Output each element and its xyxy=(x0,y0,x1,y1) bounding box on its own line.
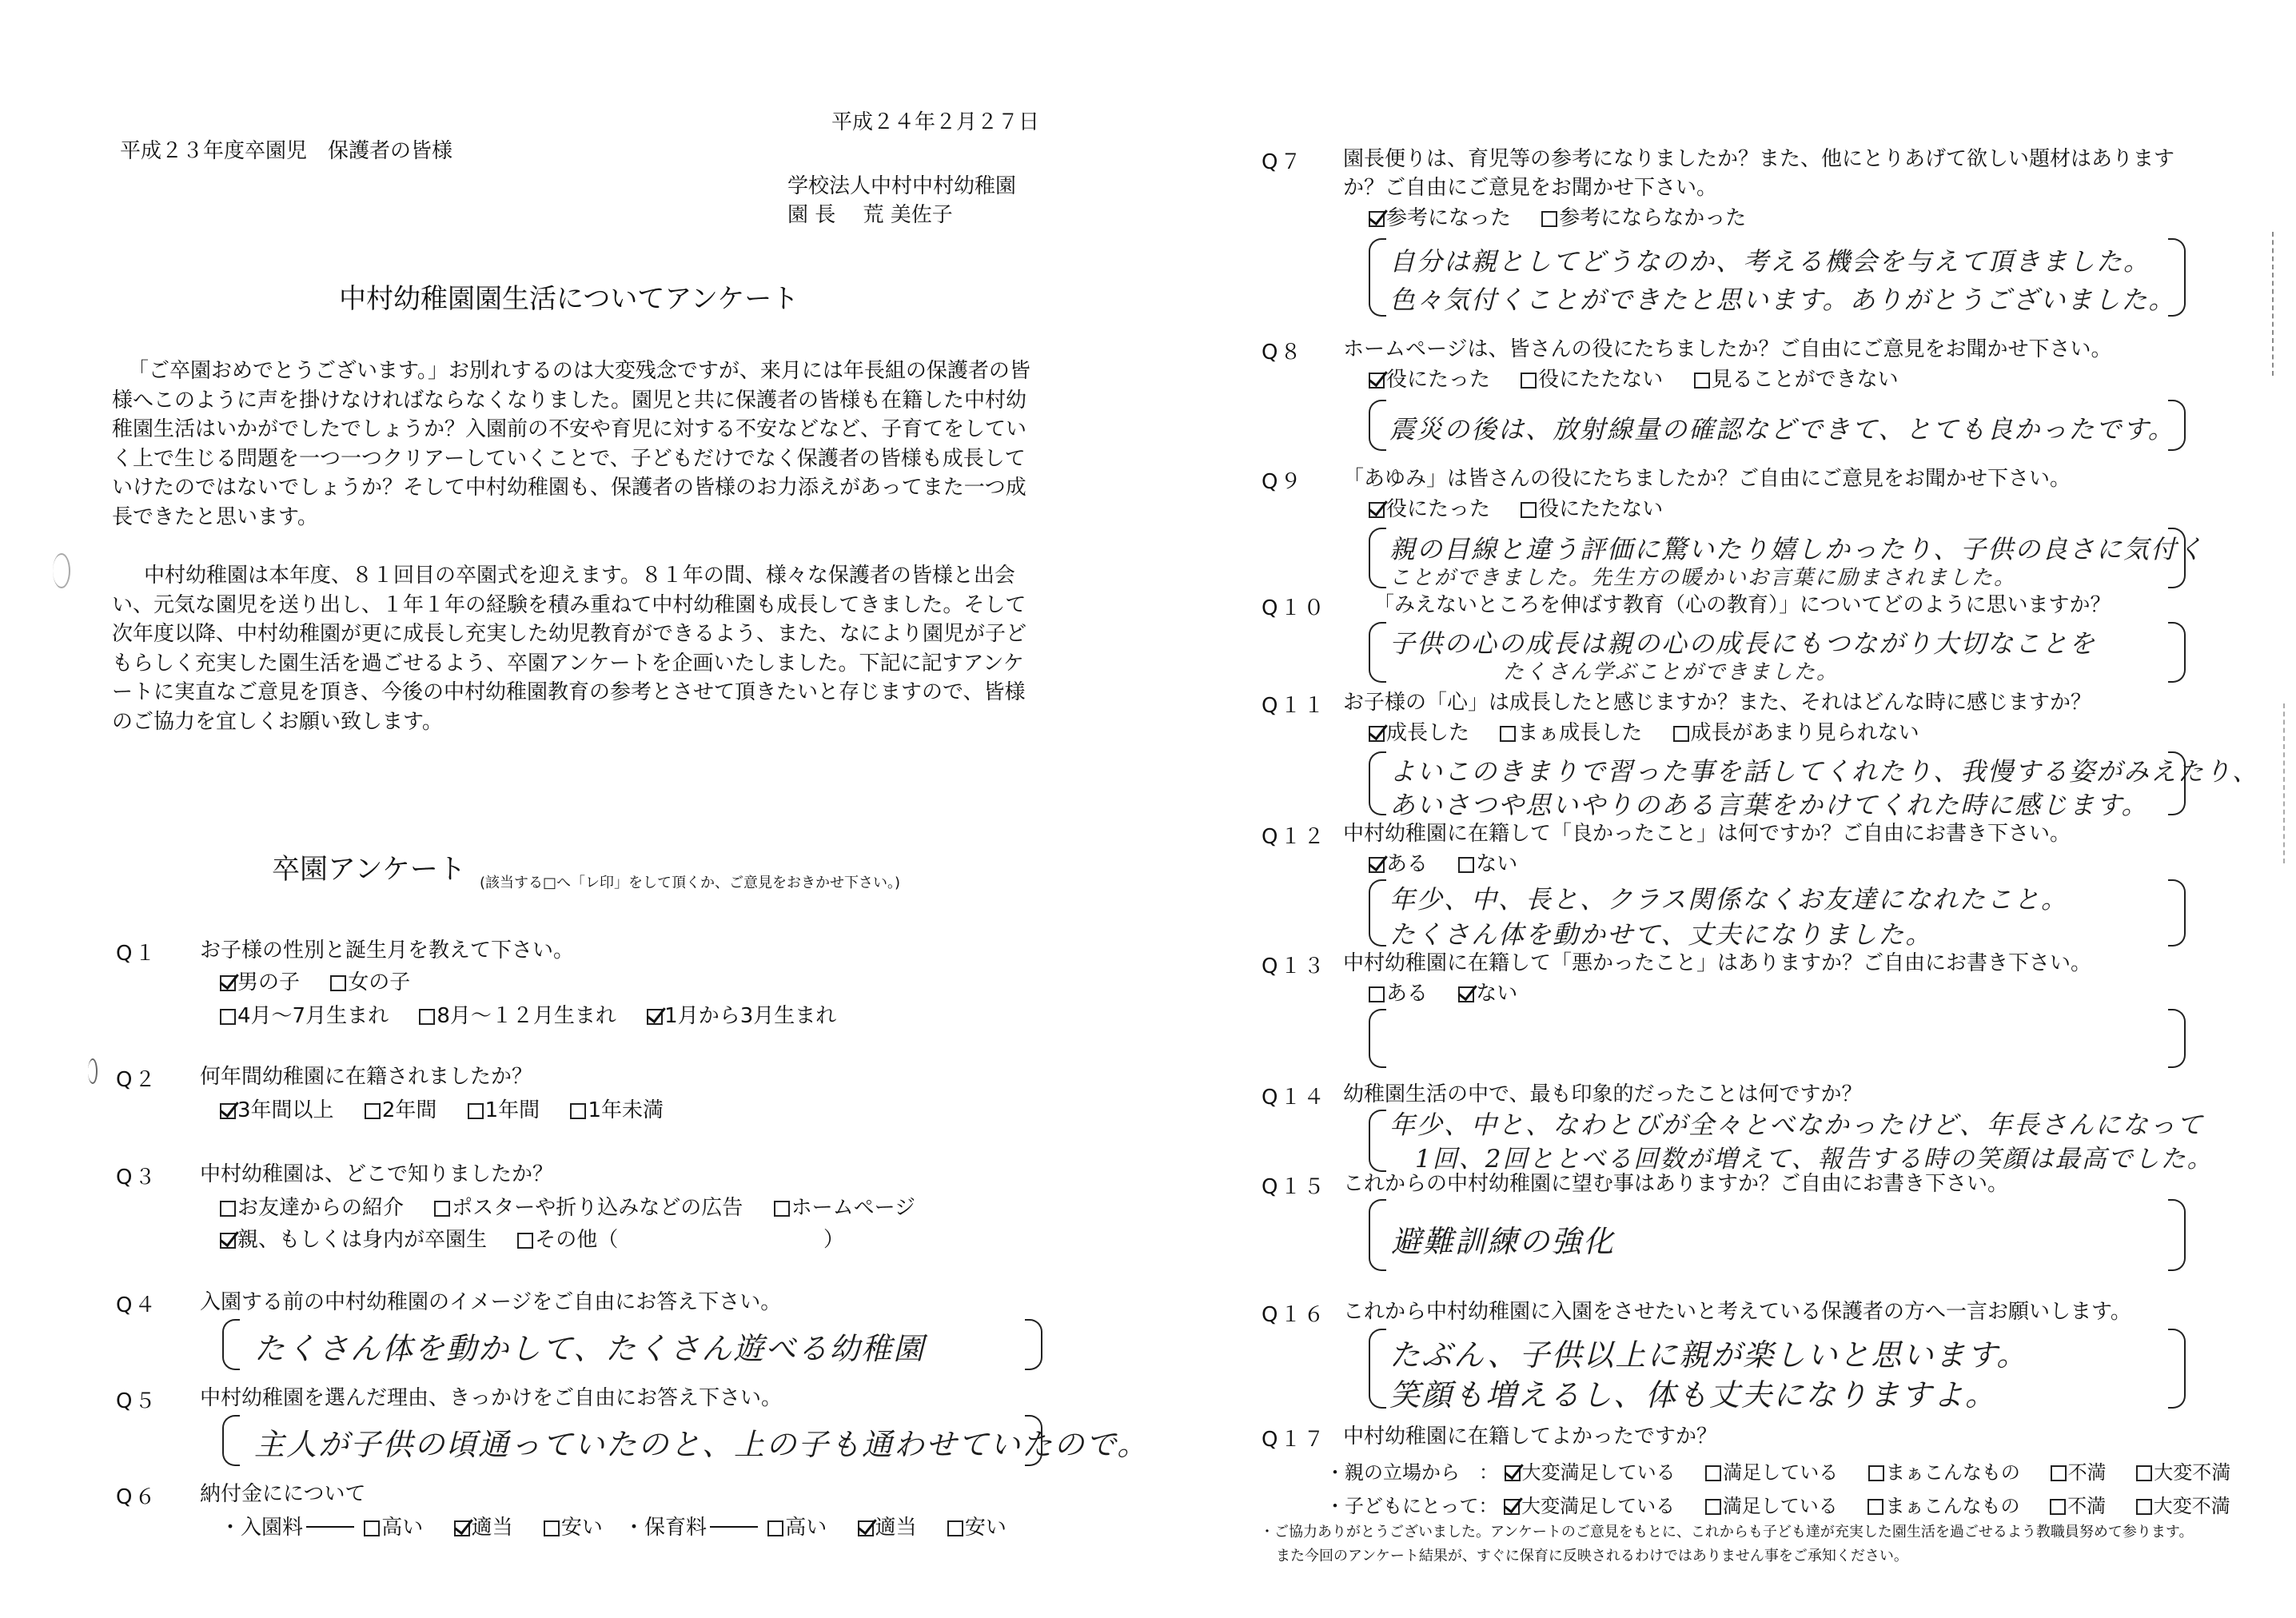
option-label: 8月～１２月生まれ xyxy=(436,1004,616,1028)
q2-text: 何年間幼稚園に在籍されましたか？ xyxy=(200,1065,533,1089)
checkbox-so-so[interactable] xyxy=(1867,1499,1883,1515)
q4-number: Q４ xyxy=(116,1293,158,1317)
q16-text: これから中村幼稚園に入園をさせたいと考えている保護者の方へ一言お願いします。 xyxy=(1343,1300,2131,1324)
q12-options xyxy=(1369,851,1517,878)
q6-entrance-fee xyxy=(220,1514,603,1541)
option-label: 役にたたない xyxy=(1538,497,1664,521)
q13-answer-bracket-left xyxy=(1369,1009,1386,1068)
checkbox-dissatisfied[interactable] xyxy=(2051,1465,2067,1481)
checkbox-not-helpful[interactable] xyxy=(1541,211,1557,227)
option-label: 参考になった xyxy=(1386,206,1512,230)
survey-note: (該当する□へ「レ印」をして頂くか、ご意見をおきかせ下さい。) xyxy=(480,875,901,891)
checkbox-friend[interactable] xyxy=(220,1201,236,1217)
q5-answer[interactable]: 主人が子供の頃通っていたのと、上の子も通わせていたので。 xyxy=(254,1427,1150,1462)
checkbox-so-so[interactable] xyxy=(1868,1465,1884,1481)
q12-answer-line1[interactable]: 年少、中、長と、クラス関係なくお友達になれたこと。 xyxy=(1389,884,2069,915)
option-label: 成長があまり見られない xyxy=(1690,721,1919,745)
q14-answer-line2[interactable]: 1回、2回ととべる回数が増えて、報告する時の笑顔は最高でした。 xyxy=(1415,1145,2214,1174)
option-label: 大変満足している xyxy=(1521,1495,1676,1517)
option-label: 3年間以上 xyxy=(237,1098,334,1122)
q17-text: 中村幼稚園に在籍してよかったですか？ xyxy=(1343,1425,1718,1449)
q8-options xyxy=(1369,366,1899,393)
option-label: 高い xyxy=(381,1516,424,1540)
scan-mark xyxy=(2283,703,2288,863)
q10-answer-bracket-left xyxy=(1369,622,1386,683)
q12-answer-bracket-right xyxy=(2168,879,2186,946)
q15-answer-bracket-left xyxy=(1369,1199,1386,1271)
principal-name: 園 長 荒 美佐子 xyxy=(787,203,953,227)
checkbox-poster[interactable] xyxy=(434,1201,450,1217)
q11-answer-line2[interactable]: あいさつや思いやりのある言葉をかけてくれた時に感じます。 xyxy=(1389,790,2149,820)
checkbox-no[interactable] xyxy=(1458,857,1474,873)
intro-paragraph-1: 「ご卒園おめでとうございます。」お別れするのは大変残念ですが、来月には年長組の保護者の皆様へこのように声を掛けなければならなくなりました。園児と共に保護者の皆様も在籍した中村幼稚園生活はいかがでしたでしょうか？入園前の不安や育児に対する不安などなど、子育てをしていく上で生じる問題を一つ一つクリアーしていくことで、子どもだけでなく保護者の皆様も成長していけたのではないでしょうか？そして中村幼稚園も、保護者の皆様のお力添えがあってまた一つ成長できたと思います。 xyxy=(112,359,1030,529)
q14-number: Q１４ xyxy=(1262,1086,1327,1110)
addressee: 平成２３年度卒園児 保護者の皆様 xyxy=(120,139,453,163)
option-label: 適当 xyxy=(471,1516,513,1540)
checkbox-1year[interactable] xyxy=(468,1103,484,1119)
q11-answer-bracket-left xyxy=(1369,751,1386,815)
checkbox-girl[interactable] xyxy=(330,975,346,991)
q13-number: Q１３ xyxy=(1262,954,1327,978)
checkbox-satisfied[interactable] xyxy=(1705,1499,1721,1515)
school-name: 学校法人中村中村幼稚園 xyxy=(787,174,1017,198)
option-label: 成長した xyxy=(1386,721,1470,745)
option-label: ない xyxy=(1476,852,1518,876)
checkbox-no[interactable] xyxy=(1458,986,1474,1002)
q8-answer-bracket-left xyxy=(1369,400,1386,451)
option-label: 2年間 xyxy=(381,1098,437,1122)
checkbox-homepage[interactable] xyxy=(774,1201,790,1217)
q7-answer-line1[interactable]: 自分は親としてどうなのか、考える機会を与えて頂きました。 xyxy=(1389,246,2151,277)
checkbox-jan-mar[interactable] xyxy=(647,1009,663,1025)
checkbox-under1year[interactable] xyxy=(570,1103,586,1119)
checkbox-satisfied[interactable] xyxy=(1705,1465,1721,1481)
checkbox-very-dissatisfied[interactable] xyxy=(2136,1465,2152,1481)
q7-number: Q７ xyxy=(1262,150,1304,174)
option-label: 見ることができない xyxy=(1711,368,1899,392)
option-label: 大変満足している xyxy=(1521,1461,1676,1484)
q9-answer-line2[interactable]: ことができました。先生方の暖かいお言葉に励まされました。 xyxy=(1389,566,2017,590)
q10-number: Q１０ xyxy=(1262,596,1327,620)
checkbox-very-satisfied[interactable] xyxy=(1504,1499,1520,1515)
q6-number: Q６ xyxy=(116,1485,158,1509)
option-label: ある xyxy=(1386,982,1429,1006)
date: 平成２４年２月２７日 xyxy=(831,110,1040,134)
q15-number: Q１５ xyxy=(1262,1175,1327,1199)
option-label: その他（ xyxy=(535,1228,619,1252)
q4-answer-bracket-left xyxy=(222,1319,240,1370)
q12-answer-line2[interactable]: たくさん体を動かせて、丈夫になりました。 xyxy=(1389,919,1933,950)
q12-answer-bracket-left xyxy=(1369,879,1386,946)
q14-answer-bracket-left xyxy=(1369,1110,1386,1172)
q4-answer[interactable]: たくさん体を動かして、たくさん遊べる幼稚園 xyxy=(254,1331,926,1366)
checkbox-grew-somewhat[interactable] xyxy=(1500,726,1516,742)
q4-answer-bracket-right xyxy=(1025,1319,1042,1370)
q10-answer-bracket-right xyxy=(2168,622,2186,683)
option-label: ホームページ xyxy=(791,1196,916,1220)
option-label: 大変不満 xyxy=(2153,1495,2230,1517)
option-label: ある xyxy=(1386,852,1429,876)
option-label: 安い xyxy=(964,1516,1006,1540)
checkbox-yes[interactable] xyxy=(1369,857,1385,873)
checkbox-useful[interactable] xyxy=(1369,373,1385,389)
checkbox-low[interactable] xyxy=(544,1520,560,1536)
page-title: 中村幼稚園園生活についてアンケート xyxy=(339,283,799,315)
survey-heading: 卒園アンケート xyxy=(272,854,466,886)
q13-answer[interactable] xyxy=(1391,1015,2158,1063)
q7-answer-line2[interactable]: 色々気付くことができたと思います。ありがとうございました。 xyxy=(1389,285,2176,315)
q10-text: 「みえないところを伸ばす教育（心の教育）」についてどのように思いますか？ xyxy=(1373,593,2111,617)
q17-number: Q１７ xyxy=(1262,1428,1327,1452)
q9-answer-bracket-left xyxy=(1369,528,1386,588)
dash-line xyxy=(710,1526,758,1528)
option-label: 親、もしくは身内が卒園生 xyxy=(237,1228,488,1252)
fee-label: ・入園料 xyxy=(220,1516,304,1540)
option-label: 男の子 xyxy=(237,970,301,994)
q14-text: 幼稚園生活の中で、最も印象的だったことは何ですか？ xyxy=(1343,1082,1863,1106)
q4-text: 入園する前の中村幼稚園のイメージをご自由にお答え下さい。 xyxy=(200,1290,782,1314)
q15-answer[interactable]: 避難訓練の強化 xyxy=(1391,1224,1616,1259)
q11-text: お子様の「心」は成長したと感じますか？また、それはどんな時に感じますか？ xyxy=(1343,691,2092,715)
option-label: まぁこんなもの xyxy=(1885,1495,2020,1517)
q10-answer-line1[interactable]: 子供の心の成長は親の心の成長にもつながり大切なことを xyxy=(1389,628,2097,659)
footer-line-1: ・ご協力ありがとうございました。アンケートのご意見をもとに、これからも子ども達が充実した園生活を過ごせるよう教職員努めて参ります。 xyxy=(1260,1524,2194,1540)
q10-answer-line2[interactable]: たくさん学ぶことができました。 xyxy=(1503,660,1840,684)
q11-number: Q１１ xyxy=(1262,694,1327,718)
q6-text: 納付金にについて xyxy=(200,1482,366,1506)
q9-text: 「あゆみ」は皆さんの役にたちましたか？ご自由にご意見をお聞かせ下さい。 xyxy=(1343,467,2071,491)
checkbox-fair[interactable] xyxy=(858,1520,874,1536)
q3-other-close: ） xyxy=(823,1228,845,1252)
option-label: 大変不満 xyxy=(2154,1461,2231,1484)
q11-answer-line1[interactable]: よいこのきまりで習った事を話してくれたり、我慢する姿がみえたり、 xyxy=(1389,756,2260,787)
option-label: 高い xyxy=(785,1516,827,1540)
q14-answer-line1[interactable]: 年少、中と、なわとびが全々とべなかったけど、年長さんになって xyxy=(1389,1110,2204,1140)
q7-text-line1: 園長便りは、育児等の参考になりましたか？また、他にとりあげて欲しい題材はあります xyxy=(1343,147,2175,171)
option-label: 参考にならなかった xyxy=(1559,206,1747,230)
checkbox-cannot-view[interactable] xyxy=(1694,373,1710,389)
footer-line-2: また今回のアンケート結果が、すぐに保育に反映されるわけではありません事をご承知ください。 xyxy=(1276,1548,1908,1564)
option-label: まぁ成長した xyxy=(1517,721,1643,745)
q1-month-options xyxy=(220,1002,836,1030)
option-label: 適当 xyxy=(875,1516,917,1540)
q9-answer-line1[interactable]: 親の目線と違う評価に驚いたり嬉しかったり、子供の良さに気付く xyxy=(1389,534,2206,564)
q5-number: Q５ xyxy=(116,1389,158,1413)
row-label: ・子どもにとって： xyxy=(1325,1495,1498,1517)
q15-answer-bracket-right xyxy=(2168,1199,2186,1271)
checkbox-dissatisfied[interactable] xyxy=(2050,1499,2066,1515)
option-label: ない xyxy=(1476,982,1518,1006)
checkbox-aug-dec[interactable] xyxy=(419,1009,435,1025)
q16-answer-bracket-left xyxy=(1369,1329,1386,1409)
checkbox-fair[interactable] xyxy=(454,1520,470,1536)
scan-mark xyxy=(88,1058,98,1084)
q1-number: Q１ xyxy=(116,942,158,966)
checkbox-high[interactable] xyxy=(364,1520,380,1536)
q9-options xyxy=(1369,496,1663,523)
checkbox-boy[interactable] xyxy=(220,975,236,991)
q11-options xyxy=(1369,719,1919,747)
q16-answer-line1[interactable]: たぶん、子供以上に親が楽しいと思います。 xyxy=(1389,1337,2029,1373)
q16-number: Q１６ xyxy=(1262,1303,1327,1327)
option-label: 1年未満 xyxy=(588,1098,664,1122)
option-label: まぁこんなもの xyxy=(1885,1461,2020,1484)
q12-text: 中村幼稚園に在籍して「良かったこと」は何ですか？ご自由にお書き下さい。 xyxy=(1343,822,2071,846)
option-label: 不満 xyxy=(2067,1461,2107,1484)
q8-answer[interactable]: 震災の後は、放射線量の確認などできて、とても良かったです。 xyxy=(1389,414,2175,444)
checkbox-high[interactable] xyxy=(767,1520,783,1536)
option-label: 役にたたない xyxy=(1538,368,1664,392)
q1-gender-options xyxy=(220,969,410,996)
q5-answer-bracket-left xyxy=(222,1415,240,1466)
checkbox-helpful[interactable] xyxy=(1369,211,1385,227)
row-label: ・親の立場から ： xyxy=(1325,1461,1498,1484)
q9-number: Q９ xyxy=(1262,470,1304,494)
option-label: 満足している xyxy=(1722,1495,1838,1517)
dash-line xyxy=(306,1526,354,1528)
scan-mark xyxy=(2272,232,2277,376)
q2-options xyxy=(220,1097,664,1124)
option-label: お友達からの紹介 xyxy=(237,1196,405,1220)
checkbox-2years[interactable] xyxy=(365,1103,381,1119)
checkbox-not-useful[interactable] xyxy=(1521,502,1537,518)
q15-text: これからの中村幼稚園に望む事はありますか？ご自由にお書き下さい。 xyxy=(1343,1172,2009,1196)
option-label: 安い xyxy=(560,1516,603,1540)
q8-number: Q８ xyxy=(1262,341,1304,365)
q5-text: 中村幼稚園を選んだ理由、きっかけをご自由にお答え下さい。 xyxy=(200,1386,783,1410)
option-label: 女の子 xyxy=(348,970,411,994)
q6-tuition-fee xyxy=(624,1514,1006,1541)
q13-answer-bracket-right xyxy=(2168,1009,2186,1068)
checkbox-grew[interactable] xyxy=(1369,726,1385,742)
checkbox-not-useful[interactable] xyxy=(1521,373,1537,389)
q3-text: 中村幼稚園は、どこで知りましたか？ xyxy=(200,1162,554,1186)
checkbox-low[interactable] xyxy=(947,1520,963,1536)
checkbox-yes[interactable] xyxy=(1369,986,1385,1002)
checkbox-3years[interactable] xyxy=(220,1103,236,1119)
checkbox-apr-jul[interactable] xyxy=(220,1009,236,1025)
checkbox-other[interactable] xyxy=(517,1233,533,1249)
option-label: 4月～7月生まれ xyxy=(237,1004,389,1028)
q3-number: Q３ xyxy=(116,1166,158,1190)
option-label: 1月から3月生まれ xyxy=(664,1004,837,1028)
q2-number: Q２ xyxy=(116,1068,158,1092)
scan-mark xyxy=(53,553,70,588)
checkbox-very-satisfied[interactable] xyxy=(1505,1465,1521,1481)
q16-answer-line2[interactable]: 笑顔も増えるし、体も丈夫になりますよ。 xyxy=(1389,1377,1998,1413)
q1-text: お子様の性別と誕生月を教えて下さい。 xyxy=(200,939,575,962)
checkbox-very-dissatisfied[interactable] xyxy=(2136,1499,2152,1515)
option-label: 不満 xyxy=(2067,1495,2107,1517)
q16-answer-bracket-right xyxy=(2168,1329,2186,1409)
q13-text: 中村幼稚園に在籍して「悪かったこと」はありますか？ご自由にお書き下さい。 xyxy=(1343,951,2092,975)
q7-answer-bracket-left xyxy=(1369,238,1386,317)
q13-options xyxy=(1369,980,1517,1007)
checkbox-alumni[interactable] xyxy=(220,1233,236,1249)
checkbox-no-growth[interactable] xyxy=(1673,726,1689,742)
q8-text: ホームページは、皆さんの役にたちましたか？ご自由にご意見をお聞かせ下さい。 xyxy=(1343,337,2112,361)
checkbox-useful[interactable] xyxy=(1369,502,1385,518)
q3-options-row2 xyxy=(220,1226,618,1253)
option-label: 役にたった xyxy=(1386,368,1491,392)
option-label: 役にたった xyxy=(1386,497,1491,521)
option-label: ポスターや折り込みなどの広告 xyxy=(452,1196,743,1220)
fee-label: ・保育料 xyxy=(624,1516,708,1540)
q3-options-row1 xyxy=(220,1194,915,1221)
q17-parent-row xyxy=(1325,1457,2230,1484)
q7-options xyxy=(1369,205,1746,232)
q12-number: Q１２ xyxy=(1262,825,1327,849)
intro-paragraph-2: 中村幼稚園は本年度、８１回目の卒園式を迎えます。８１年の間、様々な保護者の皆様と出会い、元気な園児を送り出し、１年１年の経験を積み重ねて中村幼稚園も成長してきました。そして次年度以降、中村幼稚園が更に成長し充実した幼児教育ができるよう、また、なにより園児が子どもらしく充実した園生活を過ごせるよう、卒園アンケートを企画いたしました。下記に記すアンケートに実直なご意見を頂き、今後の中村幼稚園教育の参考とさせて頂きたいと存じますので、皆様のご協力を宜しくお願い致します。 xyxy=(112,564,1027,734)
option-label: 1年間 xyxy=(484,1098,540,1122)
option-label: 満足している xyxy=(1723,1461,1839,1484)
q7-text-line2: か？ご自由にご意見をお聞かせ下さい。 xyxy=(1343,176,1718,200)
q17-child-row xyxy=(1325,1490,2230,1518)
